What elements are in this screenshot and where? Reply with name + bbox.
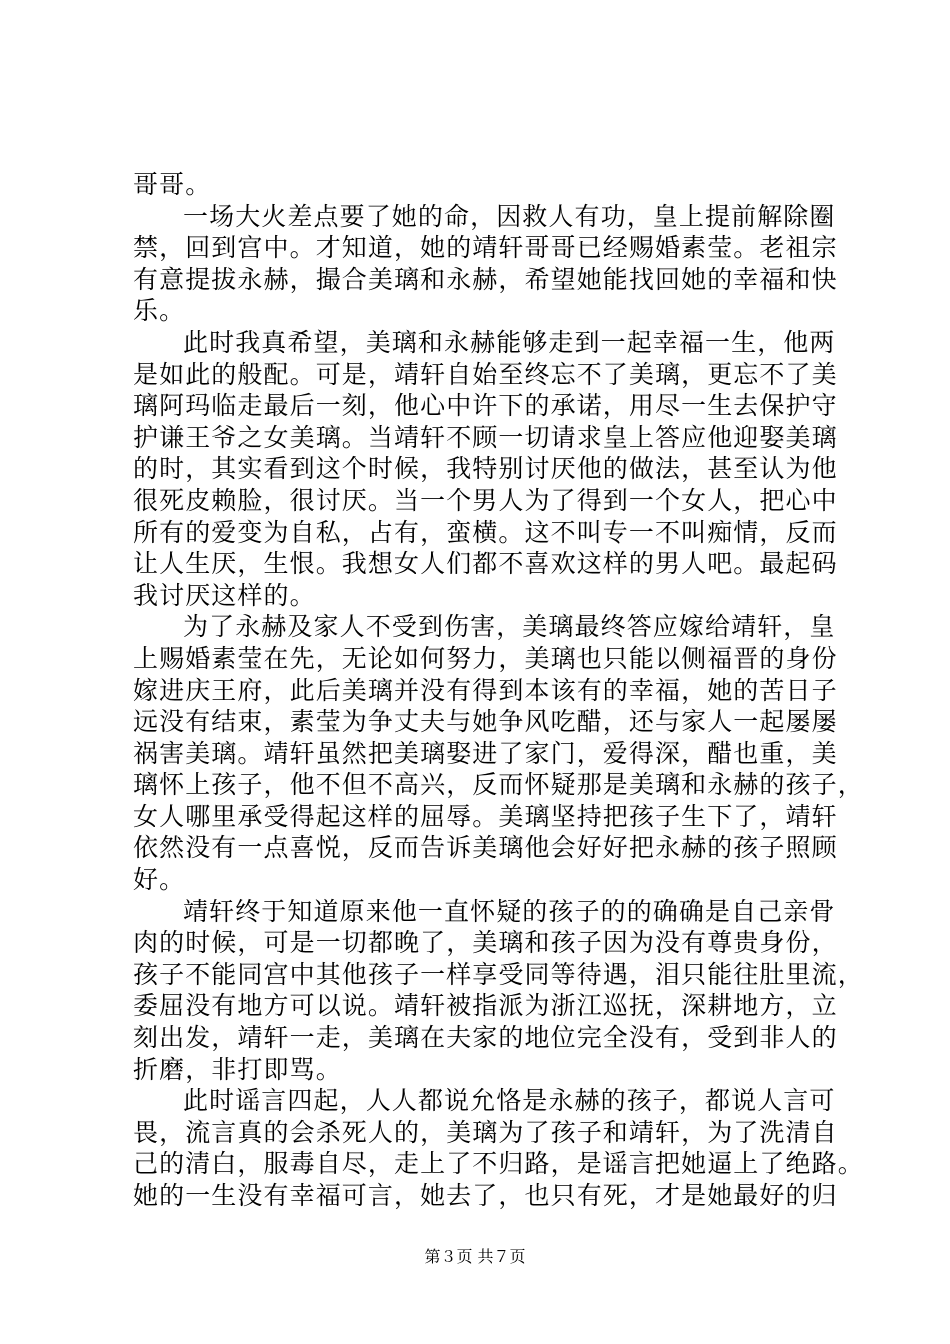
- paragraph-6: [133, 1085, 864, 1211]
- text-line: 远没有结束，素莹为争丈夫与她争风吃醋，还与家人一起屡屡: [133, 707, 838, 737]
- text-line: 此时我真希望，美璃和永赫能够走到一起幸福一生，他两: [183, 327, 836, 357]
- text-line: 乐。: [133, 296, 186, 326]
- text-line: 一场大火差点要了她的命，因救人有功，皇上提前解除圈: [183, 201, 836, 231]
- text-line: 哥哥。: [133, 170, 212, 199]
- paragraph-5: [133, 896, 864, 1086]
- text-line: 己的清白，服毒自尽，走上了不归路，是谣言把她逼上了绝路。: [133, 1149, 864, 1179]
- text-line: 璃怀上孩子，他不但不高兴，反而怀疑那是美璃和永赫的孩子，: [133, 770, 864, 800]
- text-line: 璃阿玛临走最后一刻，他心中许下的承诺，用尽一生去保护守: [133, 391, 838, 421]
- text-line: 禁，回到宫中。才知道，她的靖轩哥哥已经赐婚素莹。老祖宗: [133, 233, 838, 263]
- paragraph-1: [133, 169, 833, 201]
- text-line: 折磨，非打即骂。: [133, 1054, 342, 1084]
- text-line: 护谦王爷之女美璃。当靖轩不顾一切请求皇上答应他迎娶美璃: [133, 422, 838, 452]
- text-line: 孩子不能同宫中其他孩子一样享受同等待遇，泪只能往肚里流，: [133, 959, 864, 989]
- text-line: 是如此的般配。可是，靖轩自始至终忘不了美璃，更忘不了美: [133, 359, 838, 389]
- text-line: 委屈没有地方可以说。靖轩被指派为浙江巡抚，深耕地方，立: [133, 991, 838, 1021]
- text-line: 靖轩终于知道原来他一直怀疑的孩子的的确确是自己亲骨: [183, 896, 836, 926]
- text-line: 好。: [133, 865, 186, 895]
- text-line: 畏，流言真的会杀死人的，美璃为了孩子和靖轩，为了洗清自: [133, 1117, 838, 1147]
- text-line: 此时谣言四起，人人都说允恪是永赫的孩子，都说人言可: [183, 1086, 836, 1116]
- text-line: 她的一生没有幸福可言，她去了，也只有死，才是她最好的归: [133, 1181, 838, 1210]
- text-line: 有意提拔永赫，撮合美璃和永赫，希望她能找回她的幸福和快: [133, 264, 838, 294]
- paragraph-3: [133, 327, 838, 611]
- text-line: 所有的爱变为自私，占有，蛮横。这不叫专一不叫痴情，反而: [133, 517, 838, 547]
- text-line: 上赐婚素莹在先，无论如何努力，美璃也只能以侧福晋的身份: [133, 643, 838, 673]
- text-line: 很死皮赖脸，很讨厌。当一个男人为了得到一个女人，把心中: [133, 485, 838, 515]
- paragraph-4: [133, 611, 864, 895]
- text-line: 的时，其实看到这个时候，我特别讨厌他的做法，甚至认为他: [133, 454, 838, 484]
- text-line: 嫁进庆王府，此后美璃并没有得到本该有的幸福，她的苦日子: [133, 675, 838, 705]
- text-line: 祸害美璃。靖轩虽然把美璃娶进了家门，爱得深，醋也重，美: [133, 738, 838, 768]
- text-line: 依然没有一点喜悦，反而告诉美璃他会好好把永赫的孩子照顾: [133, 833, 838, 863]
- text-line: 为了永赫及家人不受到伤害，美璃最终答应嫁给靖轩，皇: [183, 612, 836, 642]
- text-line: 我讨厌这样的。: [133, 580, 316, 610]
- paragraph-2: [133, 201, 838, 327]
- text-line: 肉的时候，可是一切都晚了，美璃和孩子因为没有尊贵身份，: [133, 928, 838, 958]
- page-number-footer: 第３页 共７页: [424, 1247, 526, 1266]
- text-line: 刻出发，靖轩一走，美璃在夫家的地位完全没有，受到非人的: [133, 1023, 838, 1053]
- text-line: 女人哪里承受得起这样的屈辱。美璃坚持把孩子生下了，靖轩: [133, 801, 838, 831]
- body-text: [133, 169, 864, 1212]
- text-line: 让人生厌，生恨。我想女人们都不喜欢这样的男人吧。最起码: [133, 549, 838, 579]
